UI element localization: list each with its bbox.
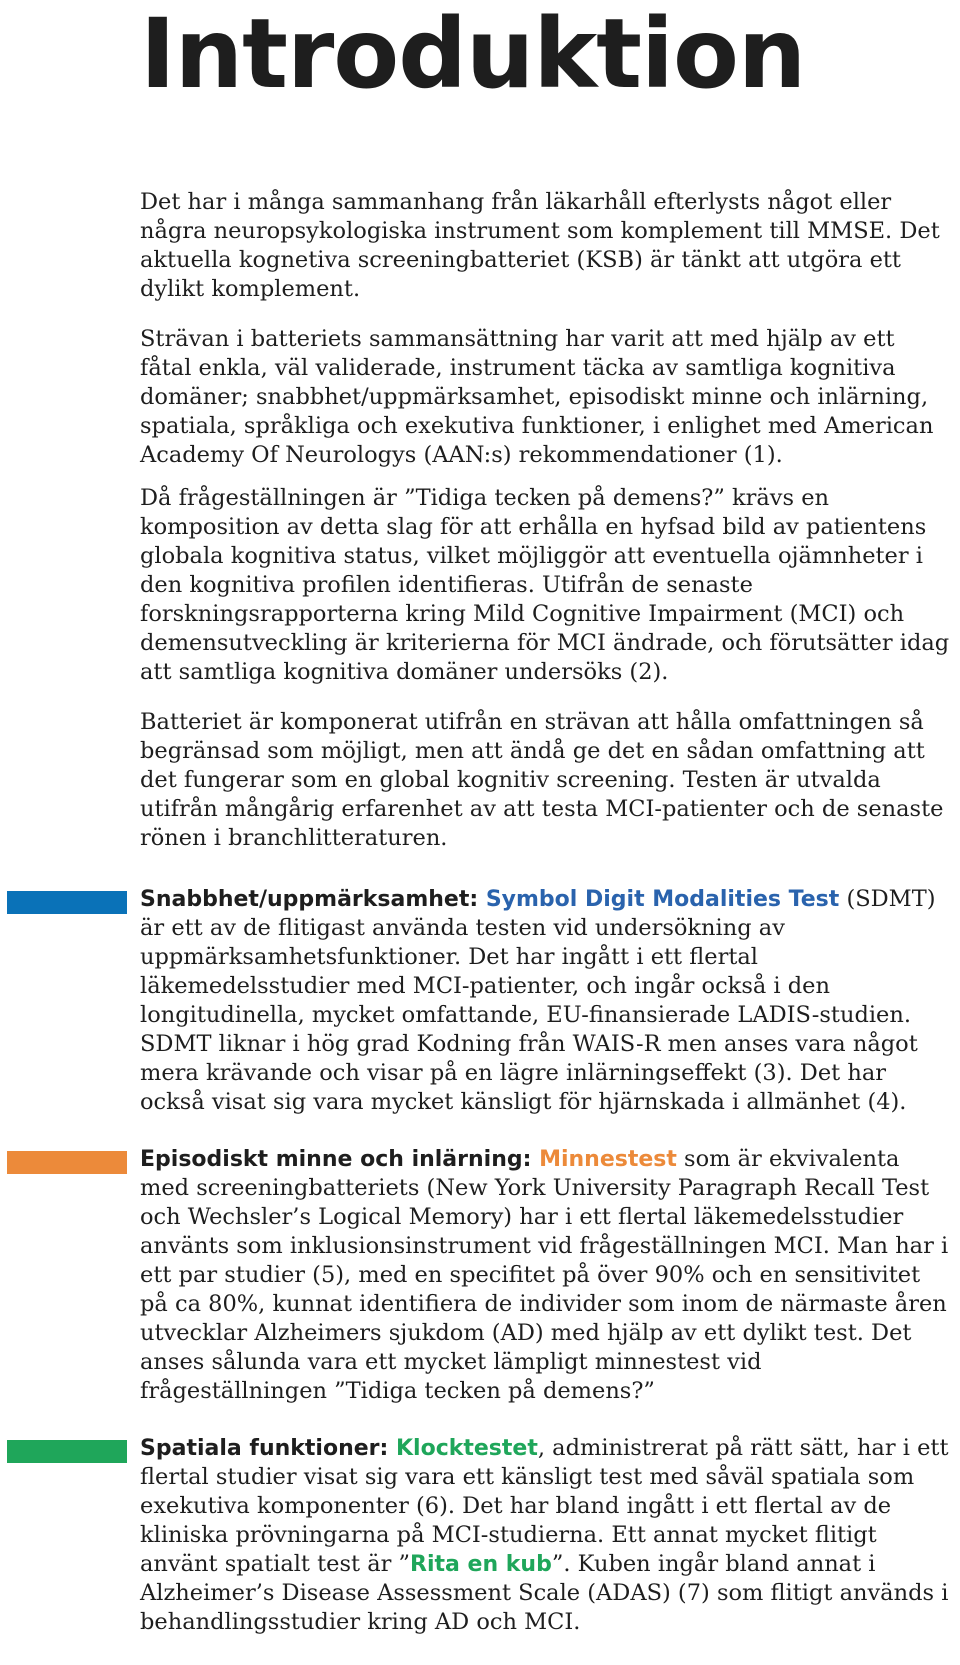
section-speed-attention <box>140 885 950 1117</box>
test-name-highlight: Symbol Digit Modalities Test <box>485 887 840 912</box>
section-lead: Spatiala funktioner: <box>140 1436 396 1461</box>
article-body <box>140 188 950 1637</box>
section-text: (SDMT) är ett av de flitigast använda testen vid undersökning av uppmärksamhetsfunktioner. Det har ingått i ett flertal läkemedelsstudier med MCI-patienter, och ingår också i den longitudinella, mycket omfattande, EU-finansierade LADIS-studien. SDMT liknar i hög grad Kodning från WAIS-R men anses vara något mera krävande och visar på en lägre inlärningseffekt (3). Det har också visat sig vara mycket känsligt för hjärnskada i allmänhet (4). <box>140 886 936 1115</box>
section-color-bar <box>7 891 127 914</box>
intro-paragraph-4: Batteriet är komponerat utifrån en strävan att hålla omfattningen så begränsad som möjligt, men att ändå ge det en sådan omfattning att det fungerar som en global kognitiv screening. Testen är utvalda utifrån mångårig erfarenhet av att testa MCI-patienter och de senaste rönen i branchlitteraturen. <box>140 709 944 851</box>
section-spatial-functions <box>140 1434 950 1637</box>
test-name-highlight: Minnestest <box>539 1147 677 1172</box>
intro-paragraph-2: Strävan i batteriets sammansättning har varit att med hjälp av ett fåtal enkla, väl validerade, instrument täcka av samtliga kognitiva domäner; snabbhet/uppmärksamhet, episodiskt minne och inlärning, spatiala, språkliga och exekutiva funktioner, i enlighet med American Academy Of Neurologys (AAN:s) rekommendationer (1). <box>140 326 934 468</box>
section-paragraph <box>140 1434 950 1637</box>
test-name-highlight: Klocktestet <box>395 1436 538 1461</box>
section-text: som är ekvivalenta med screeningbatteriets (New York University Paragraph Recall Test och Wechsler’s Logical Memory) har i ett flertal läkemedelsstudier använts som inklusionsinstrument vid frågeställningen MCI. Man har i ett par studier (5), med en specifitet på över 90% och en sensitivitet på ca 80%, kunnat identifiera de individer som inom de närmaste åren utvecklar Alzheimers sjukdom (AD) med hjälp av ett dylikt test. Det anses sålunda vara ett mycket lämpligt minnestest vid frågeställningen ”Tidiga tecken på demens?” <box>140 1146 949 1404</box>
section-color-bar <box>7 1151 127 1174</box>
section-episodic-memory <box>140 1145 950 1406</box>
intro-paragraph-3: Då frågeställningen är ”Tidiga tecken på demens?” krävs en komposition av detta slag för att erhålla en hyfsad bild av patientens globala kognitiva status, vilket möjliggör att eventuella ojämnheter i den kognitiva profilen identifieras. Utifrån de senaste forskningsrapporterna kring Mild Cognitive Impairment (MCI) och demensutveckling är kriterierna för MCI ändrade, och förutsätter idag att samtliga kognitiva domäner undersöks (2). <box>140 485 950 685</box>
section-paragraph <box>140 1145 950 1406</box>
section-text-2: ”. Kuben ingår bland annat i Alzheimer’s Disease Assessment Scale (ADAS) (7) som flitigt används i behandlingsstudier kring AD och MCI. <box>140 1551 949 1635</box>
section-color-bar <box>7 1440 127 1463</box>
section-lead: Snabbhet/uppmärksamhet: <box>140 887 486 912</box>
section-paragraph <box>140 885 950 1117</box>
section-text: , administrerat på rätt sätt, har i ett flertal studier visat sig vara ett känsligt test med såväl spatiala som exekutiva komponenter (6). Det har bland ingått i ett flertal av de kliniska prövningarna på MCI-studierna. Ett annat mycket flitigt använt spatialt test är ” <box>140 1435 949 1577</box>
test-name-highlight-2: Rita en kub <box>410 1552 552 1577</box>
section-lead: Episodiskt minne och inlärning: <box>140 1147 540 1172</box>
page-title: Introduktion <box>140 0 806 110</box>
intro-paragraph-1: Det har i många sammanhang från läkarhåll efterlysts något eller några neuropsykologiska instrument som komplement till MMSE. Det aktuella kognetiva screeningbatteriet (KSB) är tänkt att utgöra ett dylikt komplement. <box>140 189 940 302</box>
